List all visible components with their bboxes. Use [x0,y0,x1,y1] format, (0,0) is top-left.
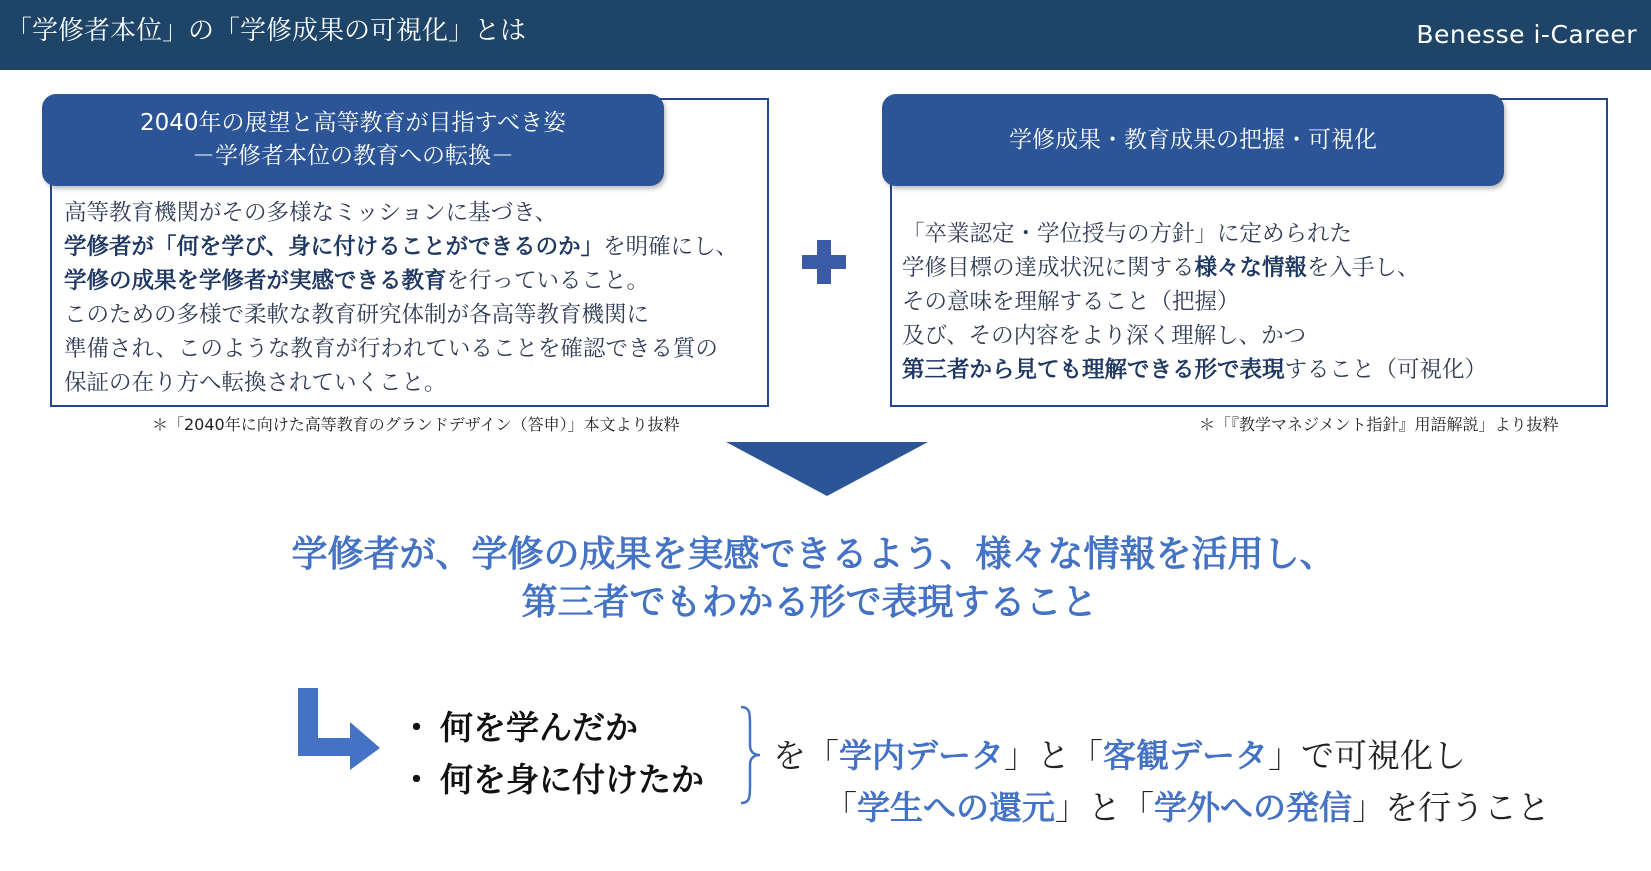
right-body-line [902,353,1487,387]
left-body-line [64,366,738,400]
highlight-text: 学外への発信 [1154,788,1352,827]
right-body-line [902,319,1487,353]
body-text: 学修目標の達成状況に関する [902,255,1195,281]
result-text: を「 [773,736,839,775]
body-text: を行っていること。 [446,268,650,294]
left-heading-line2: －学修者本位の教育への転換－ [192,143,514,169]
header-bar [0,0,1651,70]
body-text: を入手し、 [1307,255,1420,281]
bullet-text: 何を身に付けたか [440,760,704,799]
right-body-line [902,285,1487,319]
plus-icon [802,240,846,284]
brand-logo: Benesse i-Career [1416,20,1637,49]
main-message-line2: 第三者でもわかる形で表現すること [521,582,1098,623]
result-line1 [773,730,1466,777]
result-text: 「 [824,788,857,827]
result-text: 」を行うこと [1352,788,1550,827]
right-body-line [902,251,1487,285]
bullet-item [400,702,704,754]
result-text: 」で可視化し [1268,736,1466,775]
left-source-note: ＊「2040年に向けた高等教育のグランドデザイン（答申）」本文より抜粋 [152,415,680,434]
bullet-marker: ・ [400,708,433,747]
page-title: 「学修者本位」の「学修成果の可視化」とは [6,16,527,46]
highlight-text: 客観データ [1103,736,1268,775]
left-body-line [64,196,738,230]
highlight-text: 学内データ [839,736,1004,775]
brace-icon [738,705,762,805]
main-message-line1: 学修者が、学修の成果を実感できるよう、様々な情報を活用し、 [291,534,1336,575]
bullet-marker: ・ [400,760,433,799]
left-body-line [64,332,738,366]
bent-arrow-icon [298,688,380,770]
right-source-note: ＊「『教学マネジメント指針』用語解説」より抜粋 [1199,415,1559,434]
body-text: を明確にし、 [603,234,739,260]
body-text: その意味を理解すること（把握） [902,289,1240,315]
bullet-text: 何を学んだか [440,708,638,747]
right-body-line [902,217,1487,251]
result-text: 」と「 [1004,736,1103,775]
result-text: 」と「 [1055,788,1154,827]
highlight-text: 学生への還元 [857,788,1055,827]
right-heading: 学修成果・教育成果の把握・可視化 [1009,126,1377,153]
left-body-line [64,230,738,264]
left-heading-line1: 2040年の展望と高等教育が目指すべき姿 [139,110,567,136]
right-box-heading [882,94,1504,186]
left-body-line [64,298,738,332]
emphasis-text: 様々な情報 [1194,255,1308,281]
left-box-body [64,196,738,400]
right-box-body [902,217,1487,387]
body-text: 「卒業認定・学位授与の方針」に定められた [902,221,1353,247]
left-box-heading [42,94,664,186]
body-text: 及び、その内容をより深く理解し、かつ [902,323,1307,349]
body-text: このための多様で柔軟な教育研究体制が各高等教育機関に [64,302,650,328]
emphasis-text: 学修の成果を学修者が実感できる教育 [64,268,447,294]
result-line2 [824,782,1550,829]
left-body-line [64,264,738,298]
bullet-list [400,702,704,806]
body-text: 保証の在り方へ転換されていくこと。 [64,370,447,396]
body-text: 高等教育機関がその多様なミッションに基づき、 [64,200,558,226]
bullet-item [400,754,704,806]
down-arrow-icon [726,442,928,496]
body-text: すること（可視化） [1284,357,1488,383]
emphasis-text: 第三者から見ても理解できる形で表現 [902,357,1285,383]
emphasis-text: 学修者が「何を学び、身に付けることができるのか」 [64,234,604,260]
body-text: 準備され、このような教育が行われていることを確認できる質の [64,336,718,362]
